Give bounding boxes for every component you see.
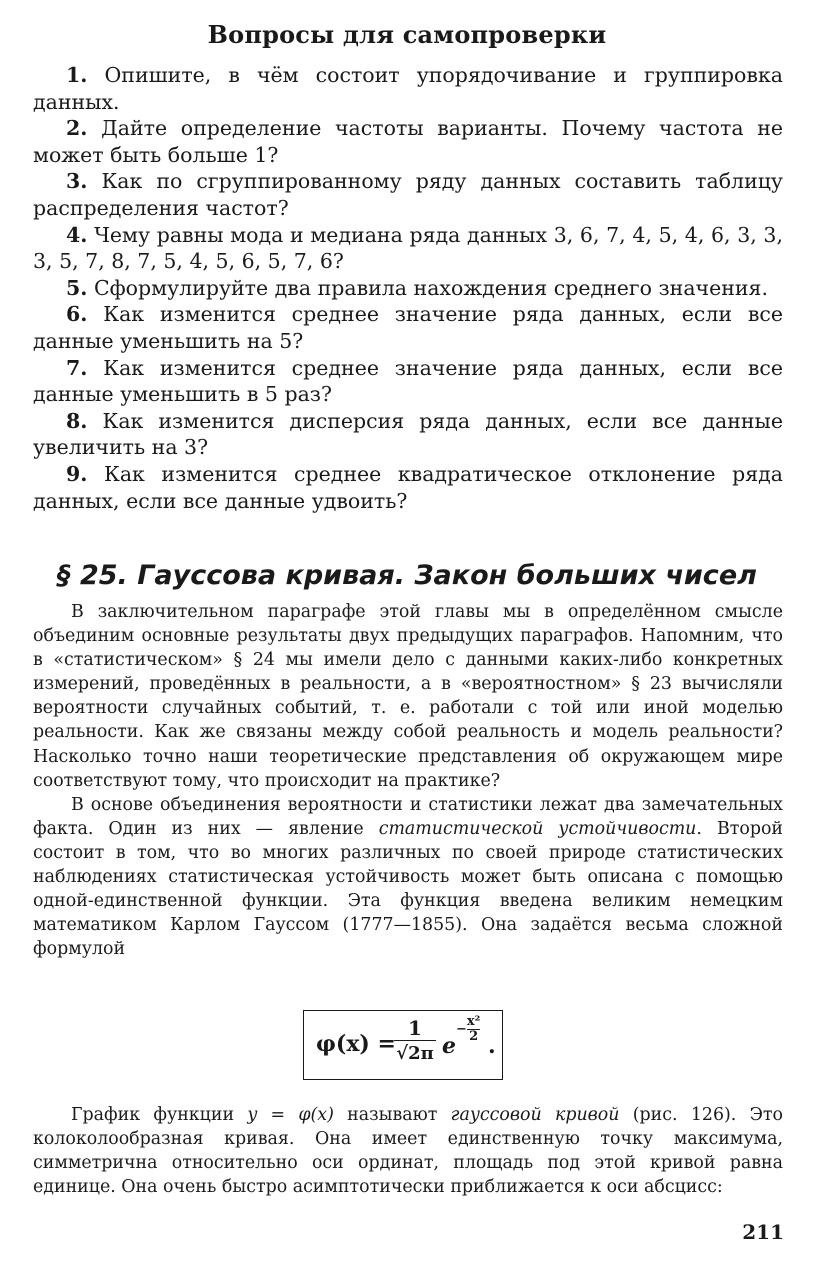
question-number: 8. bbox=[66, 408, 88, 433]
question-item bbox=[33, 408, 783, 461]
question-item bbox=[33, 275, 783, 302]
question-item bbox=[33, 301, 783, 354]
section-body-continued bbox=[33, 1103, 783, 1199]
question-text: Чему равны мода и медиана ряда данных 3, 6, 7, 4, 5, 4, 6, 3, 3, 3, 5, 7, 8, 7, 5, 4, 5, 6, 5, 7, 6? bbox=[33, 222, 783, 274]
section-body bbox=[33, 600, 783, 961]
formula-denominator: √2π bbox=[396, 1043, 434, 1064]
question-text: Как изменится среднее значение ряда данных, если все данные уменьшить в 5 раз? bbox=[33, 355, 783, 407]
question-text: Дайте определение частоты варианты. Почему частота не может быть больше 1? bbox=[33, 116, 783, 167]
question-number: 3. bbox=[66, 169, 88, 194]
formula-numerator: 1 bbox=[408, 1016, 422, 1040]
exponent-denominator: 2 bbox=[467, 1029, 480, 1044]
question-item bbox=[33, 222, 783, 275]
question-number: 1. bbox=[66, 63, 88, 87]
question-text: Как изменится дисперсия ряда данных, если все данные увеличить на 3? bbox=[33, 408, 783, 460]
formula-fraction bbox=[392, 1017, 438, 1066]
paragraph-text: . Второй состоит в том, что во многих различных по своей природе статистических наблюдениях статистическая устойчивость может быть описана с помощью одной-единственной функции. Эта функция введена великим немецким математиком Карлом Гауссом (1777—1855). Она задаётся весьма сложной формулой bbox=[33, 818, 784, 960]
paragraph-text: (рис. 126). Это колоколообразная кривая. Она имеет единственную точку максимума, симметрична относительно оси ординат, площадь под этой кривой равна единице. Она очень быстро асимптотически приближается к оси абсцисс: bbox=[33, 1105, 784, 1198]
inline-math: y = φ(x) bbox=[247, 1105, 334, 1125]
section-heading: § 25. Гауссова кривая. Закон больших чисел bbox=[57, 560, 757, 591]
questions-list bbox=[33, 62, 783, 514]
formula-lhs: φ(x) = bbox=[316, 1031, 396, 1057]
paragraph-text: График функции bbox=[71, 1105, 248, 1125]
emphasis-term: статистической устойчивости bbox=[378, 818, 697, 839]
exponent-sign: − bbox=[456, 1022, 467, 1037]
fraction-bar bbox=[394, 1040, 436, 1041]
paragraph-curve bbox=[33, 1103, 783, 1199]
question-number: 9. bbox=[66, 461, 88, 486]
question-item bbox=[33, 461, 783, 514]
question-number: 2. bbox=[66, 116, 88, 141]
exponent-fraction bbox=[467, 1015, 480, 1044]
paragraph-intro: В заключительном параграфе этой главы мы в определённом смысле объединим основные результаты двух предыдущих параграфов. Напомним, что в «статистическом» § 24 мы имели дело с данными каких-либо конкретных измерений, проведённых в реальности, а в «вероятностном» § 23 вычисляли вероятности случайных событий, т. е. работали с той или иной моделью реальности. Как же связаны между собой реальность и модель реальности? Насколько точно наши теоретические представления об окружающем мире соответствуют тому, что происходит на практике? bbox=[33, 602, 783, 791]
question-text: Как изменится среднее значение ряда данных, если все данные уменьшить на 5? bbox=[33, 302, 783, 353]
question-item bbox=[33, 115, 783, 168]
question-text: Как по сгруппированному ряду данных составить таблицу распределения частот? bbox=[33, 169, 783, 220]
formula-exponent bbox=[456, 1015, 480, 1044]
exponent-numerator: x² bbox=[466, 1014, 481, 1029]
question-number: 7. bbox=[66, 355, 88, 380]
emphasis-term: гауссовой кривой bbox=[450, 1105, 620, 1125]
gauss-formula-box bbox=[303, 1010, 503, 1080]
page-number: 211 bbox=[742, 1220, 784, 1244]
paragraph-text: В основе объединения вероятности и статистики лежат два замечательных факта. Один из них — явление bbox=[33, 794, 783, 839]
paragraph-gauss bbox=[33, 793, 783, 962]
question-number: 4. bbox=[66, 222, 88, 247]
question-text: Опишите, в чём состоит упорядочивание и группировка данных. bbox=[33, 63, 783, 114]
paragraph-text: называют bbox=[333, 1105, 451, 1125]
question-item bbox=[33, 355, 783, 408]
formula-exponential-base: e bbox=[442, 1033, 456, 1059]
question-item bbox=[33, 62, 783, 115]
question-text: Как изменится среднее квадратическое отклонение ряда данных, если все данные удвоить? bbox=[33, 461, 783, 513]
question-number: 6. bbox=[66, 302, 88, 327]
question-text: Сформулируйте два правила нахождения среднего значения. bbox=[93, 275, 768, 300]
questions-heading: Вопросы для самопроверки bbox=[207, 20, 607, 49]
question-item bbox=[33, 168, 783, 221]
formula-period: . bbox=[488, 1033, 496, 1059]
question-number: 5. bbox=[66, 275, 88, 300]
